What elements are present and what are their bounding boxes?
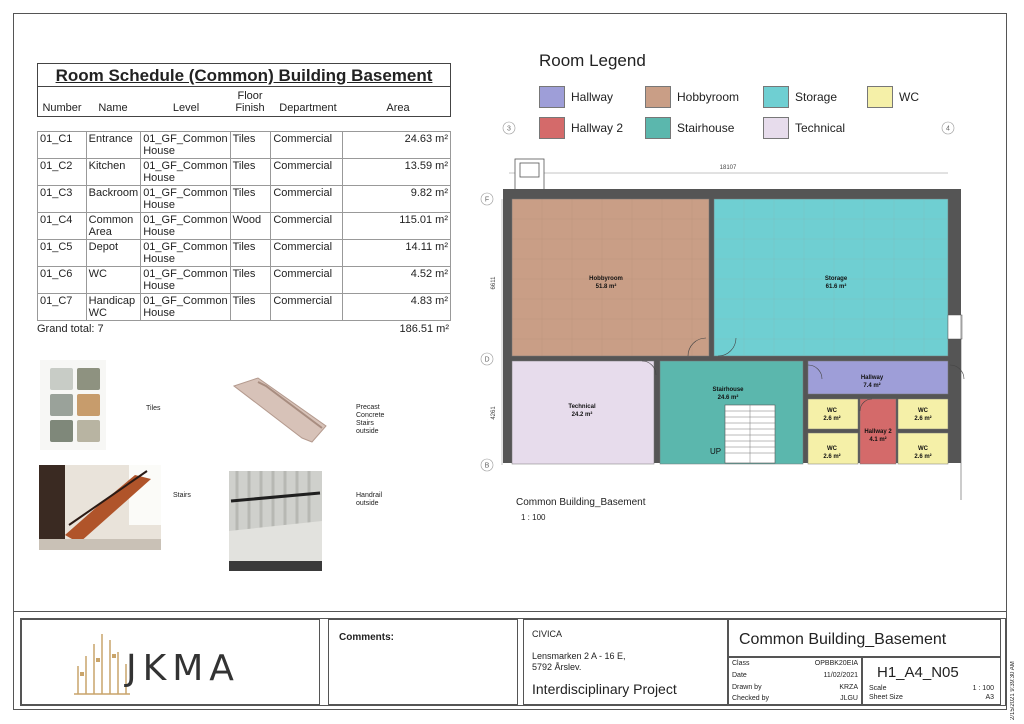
cell-number: 01_C4 — [38, 213, 87, 240]
label-wc3-area: 2.6 m² — [914, 416, 932, 422]
cell-finish: Tiles — [230, 186, 271, 213]
cell-finish: Tiles — [230, 132, 271, 159]
label-stairhouse-area: 24.6 m² — [717, 395, 739, 401]
cell-area: 115.01 m² — [343, 213, 451, 240]
schedule-title: Room Schedule (Common) Building Basement — [37, 63, 451, 87]
sheet-number: H1_A4_N05 — [877, 664, 959, 681]
label-technical-name: Technical — [568, 404, 596, 410]
table-row — [38, 159, 451, 186]
sheet-size-label: Sheet Size — [869, 694, 903, 701]
cell-level: 01_GF_Common House — [141, 294, 230, 321]
label-hobbyroom-name: Hobbyroom — [589, 276, 623, 282]
stairs-caption: Stairs — [173, 492, 191, 499]
legend-title: Room Legend — [539, 51, 646, 70]
titleblock — [20, 618, 1006, 706]
cell-number: 01_C5 — [38, 240, 87, 267]
grid-label-f: F — [484, 196, 490, 204]
project-name: Interdisciplinary Project — [532, 681, 677, 697]
sheet-number-cell — [862, 657, 1001, 705]
label-hallway-name: Hallway — [860, 375, 884, 381]
cell-dept: Commercial — [271, 186, 343, 213]
company-name: CIVICA — [532, 629, 563, 639]
cell-area: 13.59 m² — [343, 159, 451, 186]
class-value: OPBBK20EIA — [814, 660, 858, 667]
room-wc-1 — [808, 399, 858, 429]
scale-label: Scale — [869, 685, 887, 692]
room-wc-3 — [898, 399, 948, 429]
cell-area: 4.83 m² — [343, 294, 451, 321]
grid-label-b: B — [484, 462, 490, 470]
grand-total — [37, 323, 451, 335]
cell-area: 24.63 m² — [343, 132, 451, 159]
col-floor-finish: Floor Finish — [235, 90, 265, 114]
label-wc3-name: WC — [918, 408, 928, 414]
stair-up-label: UP — [710, 447, 722, 456]
label-hallway2-name: Hallway 2 — [864, 429, 892, 435]
cell-name: Depot — [86, 240, 141, 267]
cell-level: 01_GF_Common House — [141, 186, 230, 213]
col-name: Name — [98, 102, 128, 114]
cell-level: 01_GF_Common House — [141, 240, 230, 267]
cell-dept: Commercial — [271, 240, 343, 267]
col-area: Area — [386, 102, 410, 114]
cell-number: 01_C1 — [38, 132, 87, 159]
label-storage-name: Storage — [824, 276, 848, 282]
table-row — [38, 294, 451, 321]
plan-scale: 1 : 100 — [521, 513, 546, 522]
grid-label-3: 3 — [507, 125, 511, 133]
sheet-title-cell — [728, 619, 1001, 657]
schedule-table — [37, 131, 451, 321]
stairs-image — [39, 465, 161, 550]
cell-level: 01_GF_Common House — [141, 132, 230, 159]
table-row — [38, 213, 451, 240]
label-technical-area: 24.2 m² — [571, 412, 593, 418]
comments-label: Comments: — [339, 632, 395, 643]
drawn-by-label: Drawn by — [732, 684, 762, 691]
checked-by-value: JLGU — [840, 695, 858, 702]
grand-total-area: 186.51 m² — [399, 323, 449, 335]
legend-label: Stairhouse — [677, 121, 735, 135]
logo-text: JKMA — [126, 648, 240, 689]
cell-finish: Tiles — [230, 267, 271, 294]
cell-number: 01_C7 — [38, 294, 87, 321]
sheet-title: Common Building_Basement — [739, 631, 947, 648]
cell-finish: Tiles — [230, 294, 271, 321]
label-wc1-name: WC — [827, 408, 837, 414]
date-value: 11/02/2021 — [823, 672, 858, 679]
cell-dept: Commercial — [271, 267, 343, 294]
meta-cell — [728, 657, 862, 705]
checked-by-label: Checked by — [732, 695, 769, 702]
scale-value: 1 : 100 — [972, 685, 994, 692]
plan-title: Common Building_Basement — [516, 497, 646, 508]
cell-number: 01_C2 — [38, 159, 87, 186]
cell-name: Kitchen — [86, 159, 141, 186]
label-hallway2-area: 4.1 m² — [869, 437, 887, 443]
cell-name: Backroom — [86, 186, 141, 213]
col-level: Level — [172, 102, 200, 114]
cell-level: 01_GF_Common House — [141, 267, 230, 294]
table-row — [38, 267, 451, 294]
cell-area: 14.11 m² — [343, 240, 451, 267]
legend-label: Technical — [795, 121, 846, 135]
table-row — [38, 240, 451, 267]
tiles-caption: Tiles — [146, 405, 161, 412]
grid-label-d: D — [484, 356, 490, 364]
cell-dept: Commercial — [271, 132, 343, 159]
label-wc2-area: 2.6 m² — [823, 454, 841, 460]
cell-dept: Commercial — [271, 213, 343, 240]
col-department: Department — [279, 102, 337, 114]
schedule-header — [37, 87, 451, 117]
address-line-1: Lensmarken 2 A - 16 E, — [532, 651, 626, 661]
floor-plan — [474, 115, 974, 500]
legend-label: Storage — [795, 90, 838, 104]
legend-label: Hallway — [571, 90, 614, 104]
cell-name: Handicap WC — [86, 294, 141, 321]
legend-swatch — [763, 86, 789, 108]
label-storage-area: 61.6 m² — [825, 284, 847, 290]
cell-level: 01_GF_Common House — [141, 159, 230, 186]
handrail-image — [229, 471, 322, 571]
grid-label-4: 4 — [946, 125, 950, 133]
label-wc4-area: 2.6 m² — [914, 454, 932, 460]
cell-name: WC — [86, 267, 141, 294]
table-row — [38, 132, 451, 159]
cell-number: 01_C3 — [38, 186, 87, 213]
cell-name: Common Area — [86, 213, 141, 240]
print-timestamp: 2/15/2021 9:39:30 AM — [1010, 661, 1016, 720]
cell-area: 4.52 m² — [343, 267, 451, 294]
legend-swatch — [867, 86, 893, 108]
cell-finish: Wood — [230, 213, 271, 240]
cell-dept: Commercial — [271, 159, 343, 186]
dim-left-upper: 6611 — [491, 276, 497, 290]
address-line-2: 5792 Årslev. — [532, 662, 582, 672]
label-hobbyroom-area: 51.8 m² — [595, 284, 617, 290]
cell-finish: Tiles — [230, 159, 271, 186]
cell-finish: Tiles — [230, 240, 271, 267]
class-label: Class — [732, 660, 750, 667]
label-wc2-name: WC — [827, 446, 837, 452]
precast-caption: Precast Concrete Stairs outside — [356, 404, 385, 435]
precast-stairs-image — [228, 372, 328, 444]
legend-label: Hallway 2 — [571, 121, 624, 135]
grand-total-label: Grand total: 7 — [37, 323, 104, 335]
cell-dept: Commercial — [271, 294, 343, 321]
date-label: Date — [732, 672, 747, 679]
label-wc1-area: 2.6 m² — [823, 416, 841, 422]
legend-swatch — [539, 86, 565, 108]
col-number: Number — [42, 102, 82, 114]
dim-top: 18107 — [719, 165, 737, 171]
label-wc4-name: WC — [918, 446, 928, 452]
cell-name: Entrance — [86, 132, 141, 159]
logo-cell — [21, 619, 320, 705]
legend-swatch — [645, 86, 671, 108]
sheet-size-value: A3 — [985, 694, 994, 701]
table-row — [38, 186, 451, 213]
label-stairhouse-name: Stairhouse — [712, 387, 744, 393]
dim-left-lower: 4261 — [491, 406, 497, 420]
comments-cell — [328, 619, 518, 705]
label-hallway-area: 7.4 m² — [863, 383, 881, 389]
legend-label: WC — [899, 90, 919, 104]
cell-number: 01_C6 — [38, 267, 87, 294]
drawn-by-value: KRZA — [839, 684, 858, 691]
handrail-caption: Handrail outside — [356, 492, 383, 507]
tiles-image — [40, 360, 106, 450]
cell-area: 9.82 m² — [343, 186, 451, 213]
company-cell — [523, 619, 728, 705]
legend-label: Hobbyroom — [677, 90, 740, 104]
cell-level: 01_GF_Common House — [141, 213, 230, 240]
